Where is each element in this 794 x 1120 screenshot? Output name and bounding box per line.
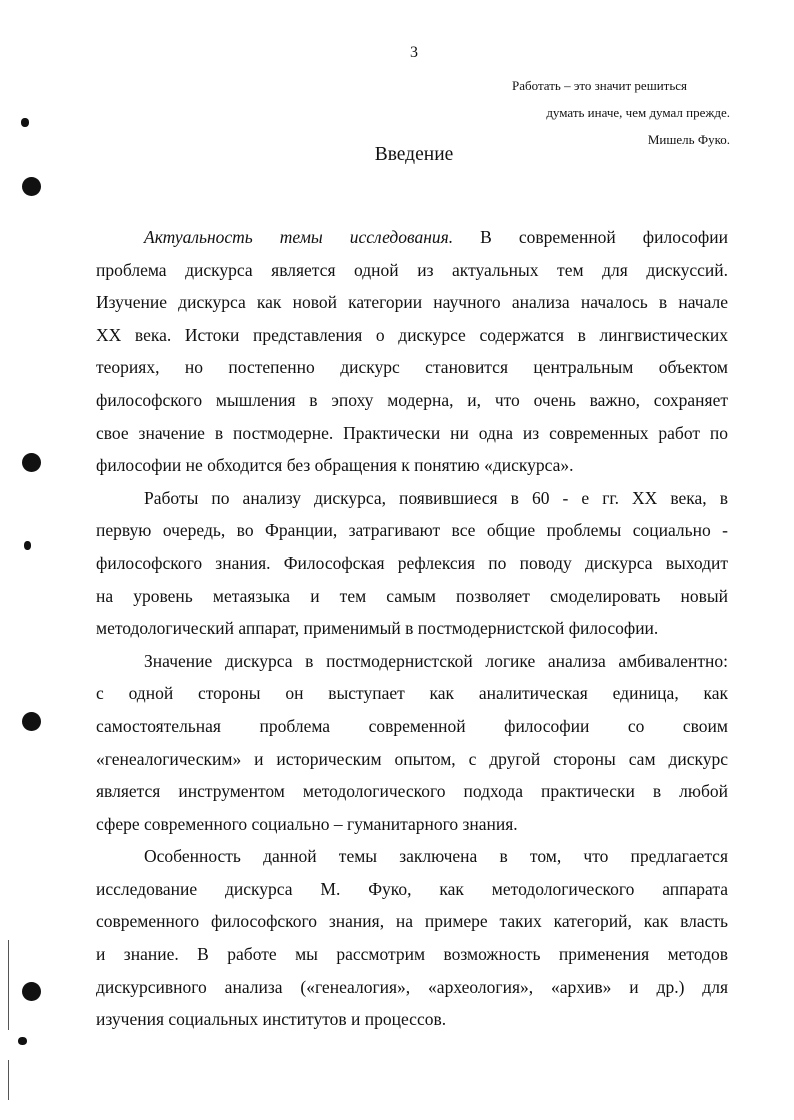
punch-hole <box>22 712 41 731</box>
margin-rule <box>8 940 9 1030</box>
epigraph <box>490 72 730 153</box>
margin-speck <box>18 1037 27 1045</box>
text-line: Особенность данной темы заключена в том, что предлагается <box>144 846 728 867</box>
paragraph-3 <box>96 645 728 841</box>
text-line: является инструментом методологического подхода практически в любой <box>96 781 728 802</box>
margin-rule <box>8 1060 9 1100</box>
paragraph-1 <box>96 221 728 482</box>
text-line: сфере современного социально – гуманитарного знания. <box>96 813 518 834</box>
text-line: XX века. Истоки представления о дискурсе содержатся в лингвистических <box>96 324 728 345</box>
text-line: и знание. В работе мы рассмотрим возможность применения методов <box>96 944 728 965</box>
paragraph-4 <box>96 840 728 1036</box>
text-line: философского знания. Философская рефлексия по поводу дискурса выходит <box>96 552 728 573</box>
italic-phrase: Актуальность темы исследования. <box>144 227 454 247</box>
text-line: исследование дискурса М. Фуко, как методологического аппарата <box>96 878 728 899</box>
section-heading: Введение <box>374 144 454 165</box>
page-number: 3 <box>410 44 418 61</box>
epigraph-line-1: Работать – это значит решиться <box>512 78 688 93</box>
text-line: философии не обходится без обращения к понятию «дискурса». <box>96 455 574 476</box>
punch-hole <box>22 177 41 196</box>
text-line: дискурсивного анализа («генеалогия», «археология», «архив» и др.) для <box>96 976 728 997</box>
text-line: Работы по анализу дискурса, появившиеся в 60 - е гг. XX века, в <box>144 487 728 508</box>
text-line: проблема дискурса является одной из актуальных тем для дискуссий. <box>96 259 728 280</box>
punch-hole <box>22 453 41 472</box>
text-line <box>96 221 728 254</box>
text-line: Значение дискурса в постмодернистской логике анализа амбивалентно: <box>144 650 728 671</box>
epigraph-line-2: думать иначе, чем думал прежде. <box>546 105 730 120</box>
paragraph-2 <box>96 482 728 645</box>
text-line: Изучение дискурса как новой категории научного анализа началось в начале <box>96 292 728 313</box>
text-line: «генеалогическим» и историческим опытом, с другой стороны сам дискурс <box>96 748 728 769</box>
punch-hole <box>22 982 41 1001</box>
text-line: с одной стороны он выступает как аналитическая единица, как <box>96 683 728 704</box>
text-line: теориях, но постепенно дискурс становится центральным объектом <box>96 357 728 378</box>
text-line: свое значение в постмодерне. Практически ни одна из современных работ по <box>96 422 728 443</box>
margin-speck <box>24 541 31 550</box>
epigraph-author: Мишель Фуко. <box>647 132 730 147</box>
text-line: методологический аппарат, применимый в постмодернистской философии. <box>96 618 659 639</box>
text-line: первую очередь, во Франции, затрагивают все общие проблемы социально - <box>96 520 728 541</box>
body-text <box>96 221 728 1036</box>
text-line: философского мышления в эпоху модерна, и, что очень важно, сохраняет <box>96 389 728 410</box>
text-line: на уровень метаязыка и тем самым позволяет смоделировать новый <box>96 585 728 606</box>
text-line: изучения социальных институтов и процессов. <box>96 1009 447 1030</box>
text-line: самостоятельная проблема современной философии со своим <box>96 715 728 736</box>
line-rest: В современной философии <box>453 227 728 247</box>
text-line: современного философского знания, на примере таких категорий, как власть <box>96 911 728 932</box>
margin-speck <box>21 118 29 127</box>
